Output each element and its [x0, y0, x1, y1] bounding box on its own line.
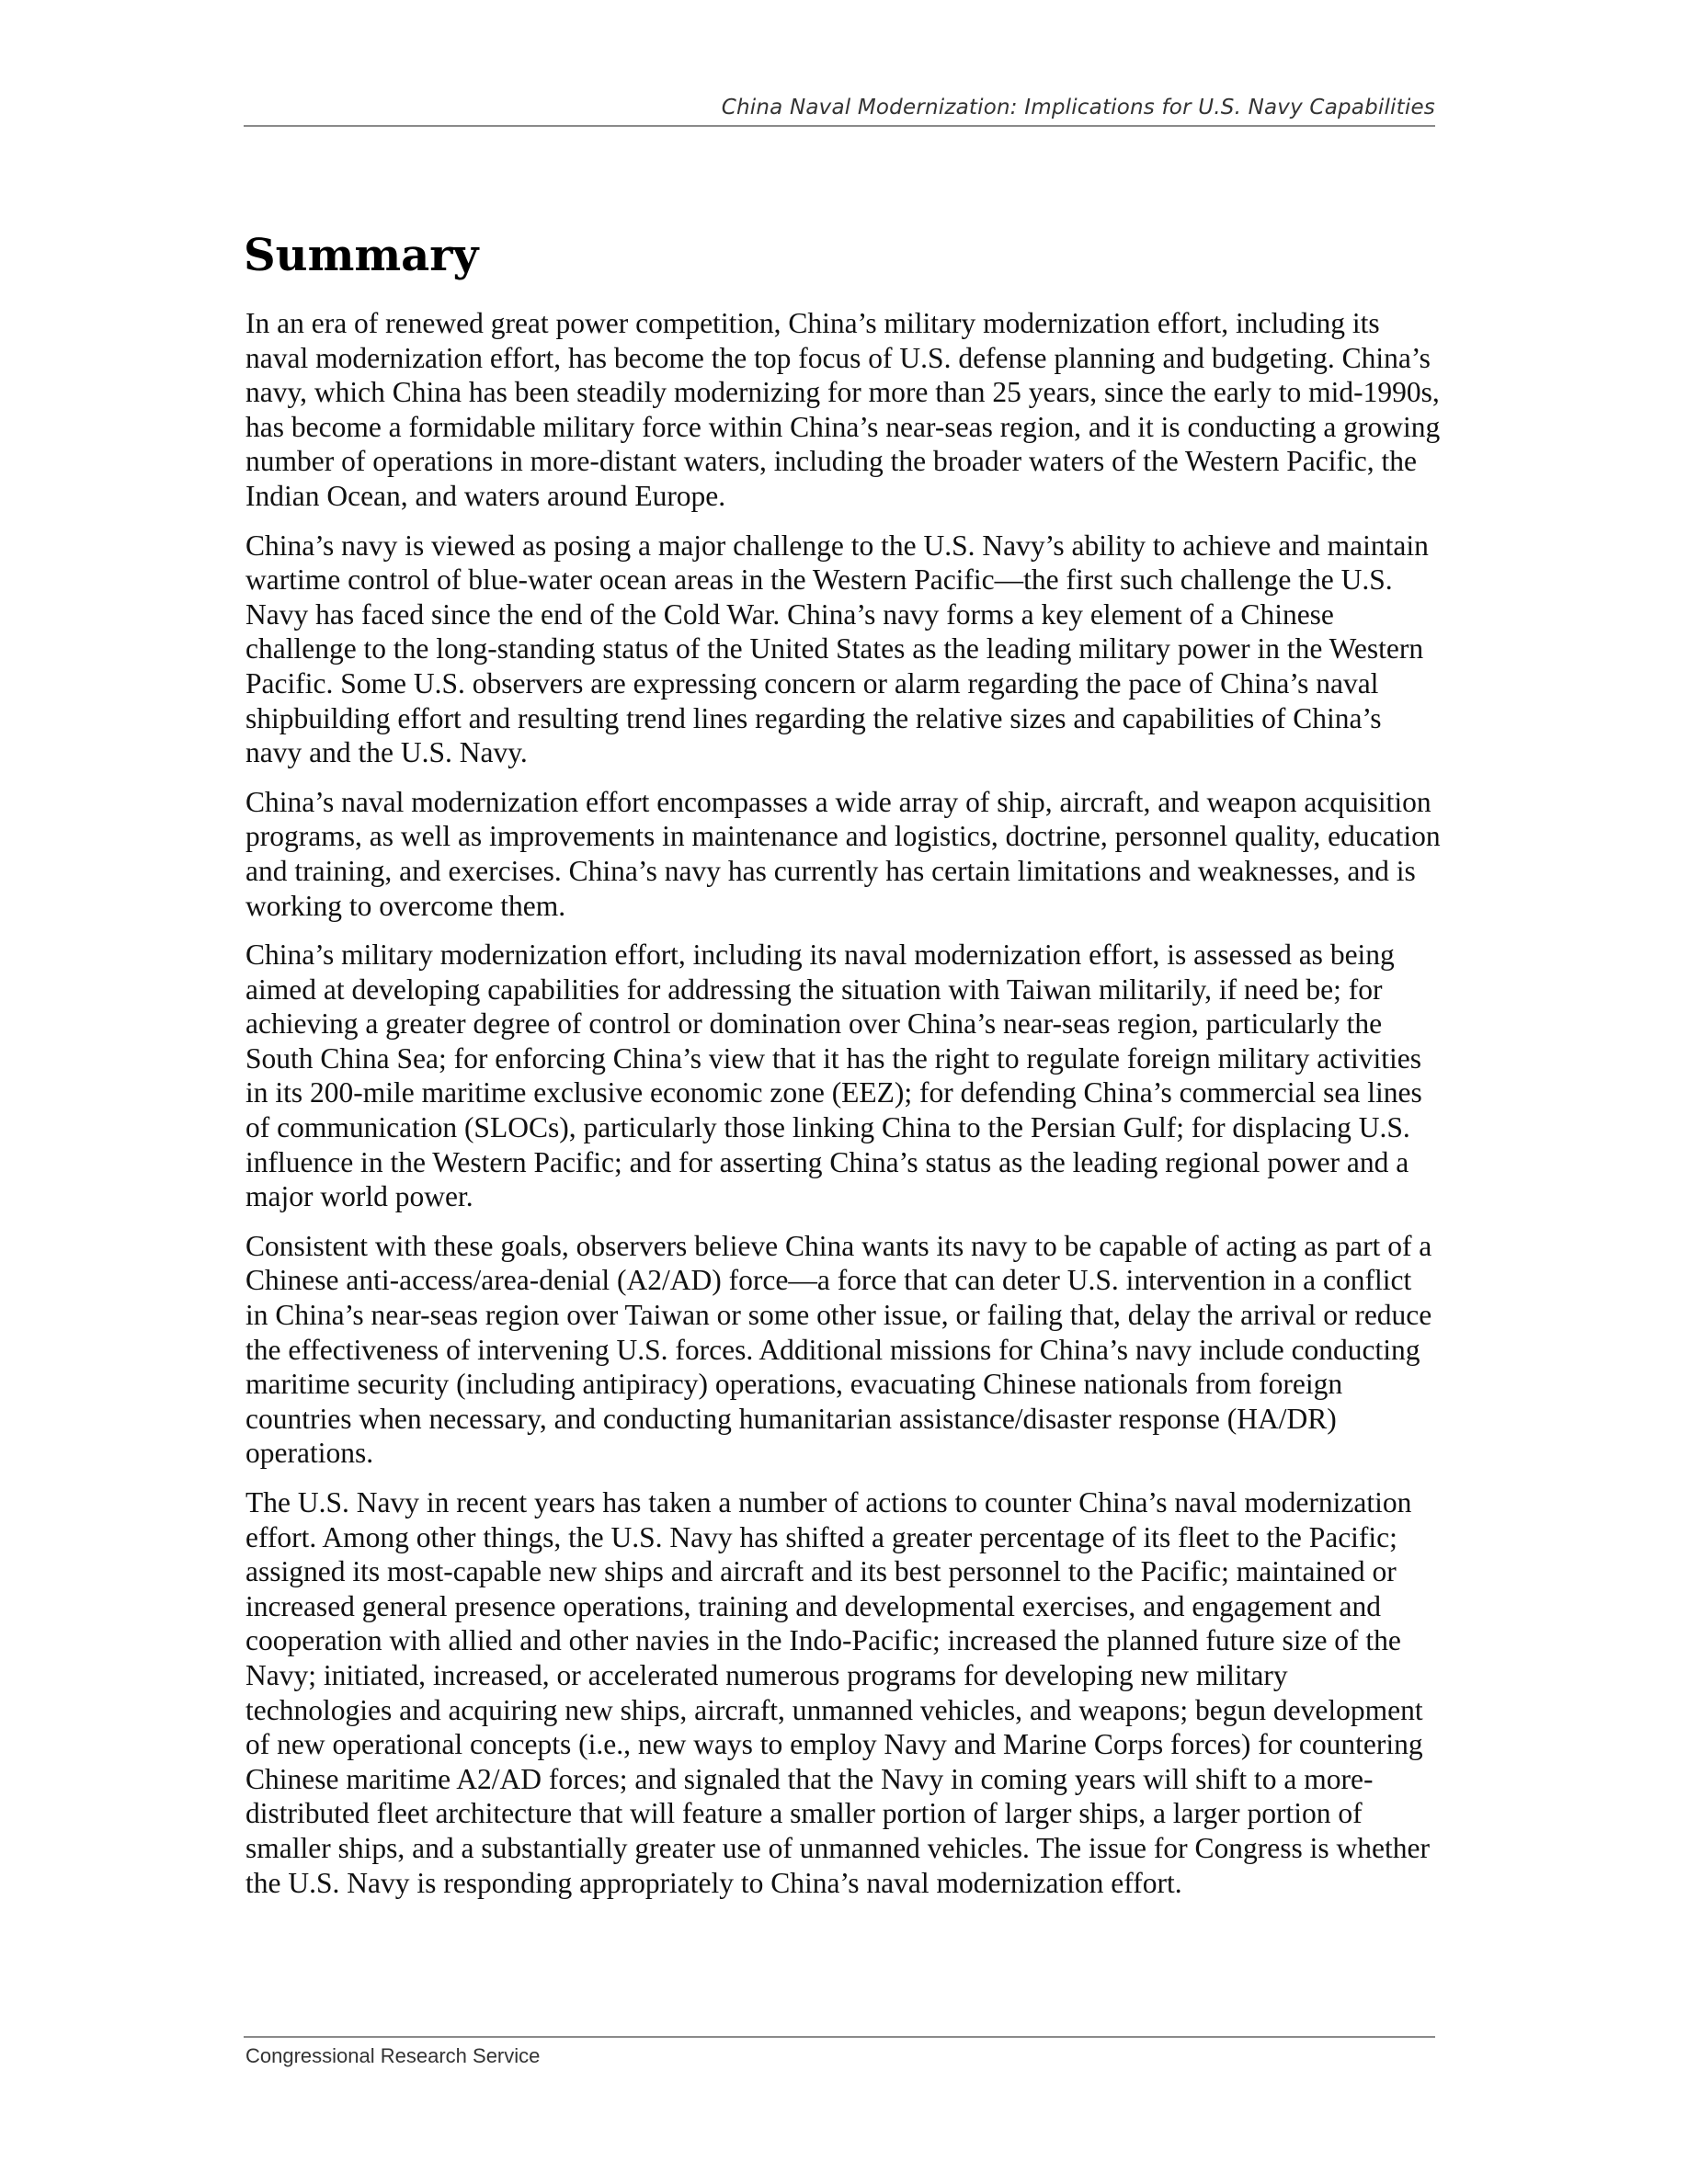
paragraph: China’s navy is viewed as posing a major challenge to the U.S. Navy’s ability to achieve and maintain wartime control of blue-water ocean areas in the Western Pacific—the first such challenge the U.S. Navy has faced since the end of the Cold War. China’s navy forms a key element of a Chinese challenge to the long-standing status of the United States as the leading military power in the Western Pacific. Some U.S. observers are expressing concern or alarm regarding the pace of China’s naval shipbuilding effort and resulting trend lines regarding the relative sizes and capabilities of China’s navy and the U.S. Navy. [245, 529, 1429, 769]
paragraph: In an era of renewed great power competition, China’s military modernization effort, including its naval modernization effort, has become the top focus of U.S. defense planning and budgeting. China’s navy, which China has been steadily modernizing for more than 25 years, since the early to mid-1990s, has become a formidable military force within China’s near-seas region, and it is conducting a growing number of operations in more-distant waters, including the broader waters of the Western Pacific, the Indian Ocean, and waters around Europe. [245, 307, 1441, 512]
running-header: China Naval Modernization: Implications for U.S. Navy Capabilities [721, 96, 1435, 119]
page-title: Summary [244, 230, 479, 281]
footer-rule [244, 2036, 1435, 2038]
summary-body [245, 306, 1441, 1915]
paragraph: Consistent with these goals, observers believe China wants its navy to be capable of acting as part of a Chinese anti-access/area-denial (A2/AD) force—a force that can deter U.S. intervention in a conflict in China’s near-seas region over Taiwan or some other issue, or failing that, delay the arrival or reduce the effectiveness of intervening U.S. forces. Additional missions for China’s navy include conducting maritime security (including antipiracy) operations, evacuating Chinese nationals from foreign countries when necessary, and conducting humanitarian assistance/disaster response (HA/DR) operations. [245, 1229, 1432, 1470]
header-rule [244, 125, 1435, 127]
paragraph: The U.S. Navy in recent years has taken a number of actions to counter China’s naval modernization effort. Among other things, the U.S. Navy has shifted a greater percentage of its fleet to the Pacific; assigned its most-capable new ships and aircraft and its best personnel to the Pacific; maintained or increased general presence operations, training and developmental exercises, and engagement and cooperation with allied and other navies in the Indo-Pacific; increased the planned future size of the Navy; initiated, increased, or accelerated numerous programs for developing new military technologies and acquiring new ships, aircraft, unmanned vehicles, and weapons; begun development of new operational concepts (i.e., new ways to employ Navy and Marine Corps forces) for countering Chinese maritime A2/AD forces; and signaled that the Navy in coming years will shift to a more-distributed fleet architecture that will feature a smaller portion of larger ships, a larger portion of smaller ships, and a substantially greater use of unmanned vehicles. The issue for Congress is whether the U.S. Navy is responding appropriately to China’s naval modernization effort. [245, 1486, 1430, 1899]
footer-source: Congressional Research Service [245, 2044, 541, 2067]
paragraph: China’s military modernization effort, including its naval modernization effort, is assessed as being aimed at developing capabilities for addressing the situation with Taiwan militarily, if need be; for achieving a greater degree of control or domination over China’s near-seas region, particularly the South China Sea; for enforcing China’s view that it has the right to regulate foreign military activities in its 200-mile maritime exclusive economic zone (EEZ); for defending China’s commercial sea lines of communication (SLOCs), particularly those linking China to the Persian Gulf; for displacing U.S. influence in the Western Pacific; and for asserting China’s status as the leading regional power and a major world power. [245, 938, 1422, 1213]
paragraph: China’s naval modernization effort encompasses a wide array of ship, aircraft, and weapon acquisition programs, as well as improvements in maintenance and logistics, doctrine, personnel quality, education and training, and exercises. China’s navy has currently has certain limitations and weaknesses, and is working to overcome them. [245, 785, 1441, 922]
